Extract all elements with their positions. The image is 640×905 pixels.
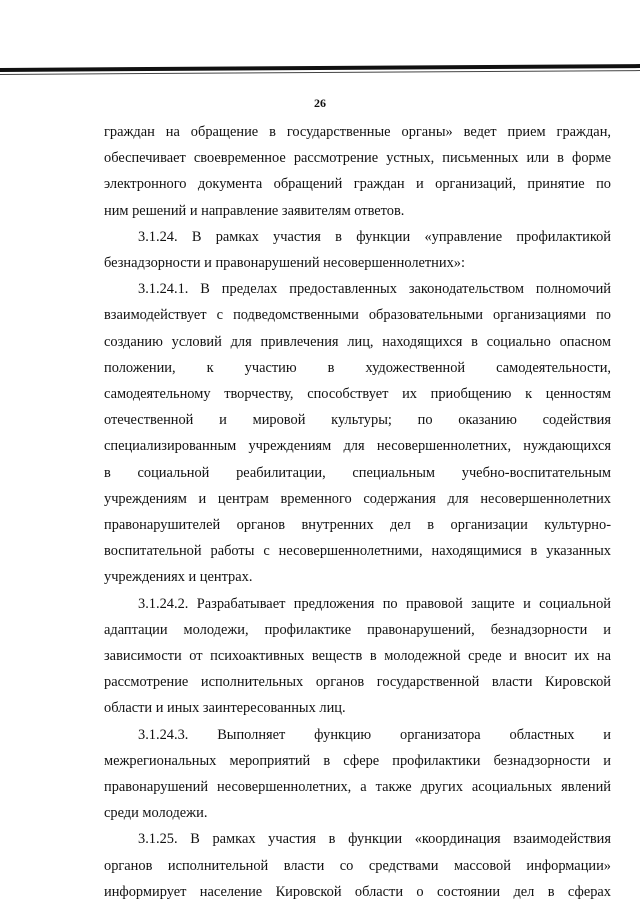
text-line: правонарушений несовершеннолетних, а также других асоциальных явлений	[104, 779, 611, 796]
text-line: положении, к участию в художественной самодеятельности,	[104, 359, 611, 376]
text-line: области и иных заинтересованных лиц.	[104, 700, 346, 717]
paragraph-continuation	[104, 119, 611, 224]
text-line: ним решений и направление заявителям ответов.	[104, 202, 405, 219]
text-line: органов исполнительной власти со средствами массовой информации»	[104, 857, 611, 874]
text-line: рассмотрение исполнительных органов государственной власти Кировской	[104, 674, 611, 691]
text-line: безнадзорности и правонарушений несовершеннолетних»:	[104, 255, 465, 272]
text-line: 3.1.24. В рамках участия в функции «управление профилактикой	[138, 228, 611, 245]
paragraph-3-1-25	[104, 826, 611, 905]
text-line: 3.1.24.3. Выполняет функцию организатора областных и	[138, 726, 611, 743]
text-line: учреждениям и центрам временного содержания для несовершеннолетних	[104, 490, 611, 507]
text-line: зависимости от психоактивных веществ в молодежной среде и вносит их на	[104, 648, 611, 665]
text-line: граждан на обращение в государственные органы» ведет прием граждан,	[104, 124, 611, 140]
text-line: межрегиональных мероприятий в сфере профилактики безнадзорности и	[104, 752, 611, 769]
text-line: отечественной и мировой культуры; по оказанию содействия	[104, 412, 611, 429]
text-line: обеспечивает своевременное рассмотрение устных, письменных или в форме	[104, 150, 611, 167]
text-line: информирует население Кировской области о состоянии дел в сферах	[104, 883, 611, 900]
text-line: созданию условий для привлечения лиц, находящихся в социально опасном	[104, 333, 611, 350]
text-line: взаимодействует с подведомственными образовательными организациями по	[104, 307, 611, 324]
text-line: электронного документа обращений граждан и организаций, принятие по	[104, 176, 611, 193]
text-line: 3.1.24.2. Разрабатывает предложения по правовой защите и социальной	[138, 595, 611, 612]
text-line: в социальной реабилитации, специальным учебно-воспитательным	[104, 464, 611, 481]
page-number: 26	[314, 96, 326, 110]
document-body	[104, 119, 611, 905]
text-line: 3.1.25. В рамках участия в функции «координация взаимодействия	[138, 831, 611, 848]
text-line: воспитательной работы с несовершеннолетними, находящимися в указанных	[104, 543, 611, 560]
text-line: правонарушителей органов внутренних дел в организации культурно-	[104, 517, 611, 534]
text-line: учреждениях и центрах.	[104, 569, 253, 586]
text-line: среди молодежи.	[104, 805, 208, 822]
paragraph-3-1-24-2	[104, 591, 611, 722]
text-line: адаптации молодежи, профилактике правонарушений, безнадзорности и	[104, 621, 611, 638]
text-line: самодеятельному творчеству, способствует их приобщению к ценностям	[104, 386, 611, 403]
paragraph-3-1-24-1	[104, 276, 611, 590]
text-line: специализированным учреждениям для несовершеннолетних, нуждающихся	[104, 438, 611, 455]
paragraph-3-1-24	[104, 224, 611, 276]
text-line: 3.1.24.1. В пределах предоставленных законодательством полномочий	[138, 281, 611, 298]
paragraph-3-1-24-3	[104, 722, 611, 827]
